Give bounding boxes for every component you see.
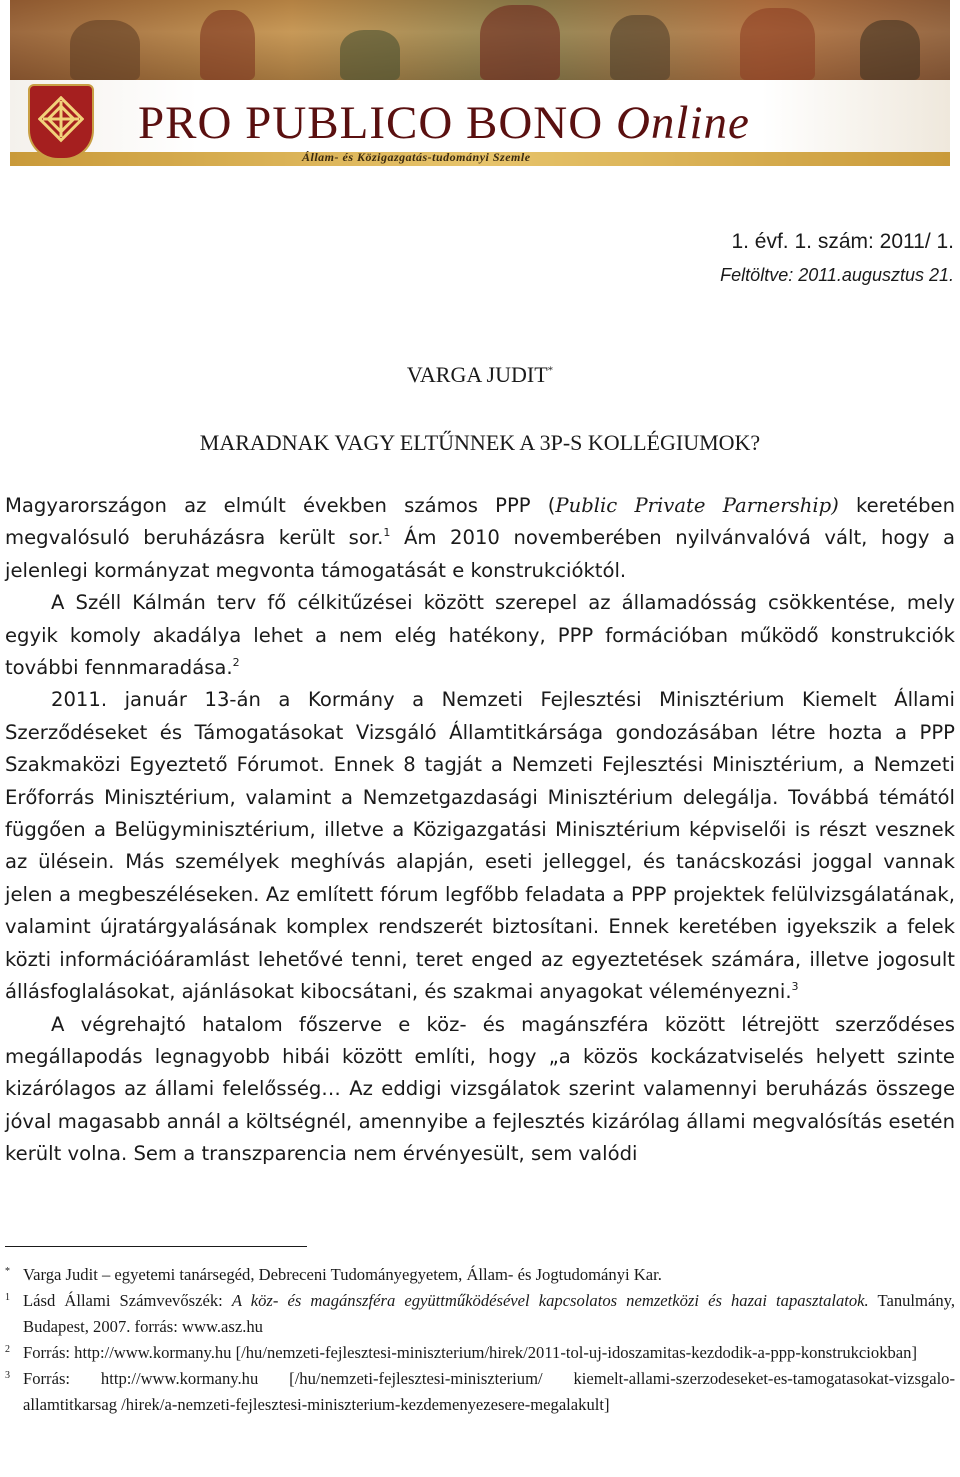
- footnote-text: Varga Judit – egyetemi tanársegéd, Debreceni Tudományegyetem, Állam- és Jogtudományi Kar.: [23, 1265, 662, 1284]
- paragraph-1: [5, 490, 955, 587]
- footnote-mark: 1: [5, 1292, 10, 1303]
- paragraph-3: [5, 684, 955, 1008]
- journal-title-main: PRO PUBLICO BONO: [138, 97, 604, 149]
- footnote-ref-2[interactable]: 2: [232, 656, 240, 670]
- footnote-link-text[interactable]: Forrás: http://www.kormany.hu [/hu/nemzeti-fejlesztesi-miniszterium/hirek/2011-tol-uj-idoszamitas-kezdodik-a-ppp-konstrukciokban]: [23, 1343, 917, 1362]
- p3-text: 2011. január 13-án a Kormány a Nemzeti Fejlesztési Minisztérium Kiemelt Állami Szerződéseket és Támogatásokat Vizsgáló Államtitkársága gondozásában létre hozta a PPP Szakmaközi Egyeztető Fórumot. Ennek 8 tagját a Nemzeti Fejlesztési Minisztérium, a Nemzeti Erőforrás Minisztérium, valamint a Nemzetgazdasági Minisztérium delegálja. Továbbá témától függően a Belügyminisztérium, illetve a Közigazgatási Minisztérium képviselői is részt vesznek az ülésein. Más személyek meghívás alapján, eseti jelleggel, és tanácskozási joggal vannak jelen a megbeszéléseken. Az említett fórum legfőbb feladata a PPP projektek felülvizsgálatának, valamint újratárgyalásának komplex rendszerét biztosítani. Ennek keretében igyekszik a felek közti információáramlást lehetővé tenni, teret enged az egyeztetések számára, illetve jogosult állásfoglalásokat, ajánlásokat kibocsátani, és szakmai anyagokat véleményezni.: [5, 688, 955, 1004]
- article-title: MARADNAK VAGY ELTŰNNEK A 3P-S KOLLÉGIUMOK?: [199, 430, 761, 455]
- journal-subtitle: Állam- és Közigazgatás-tudományi Szemle: [302, 150, 531, 164]
- footnote-2: [5, 1340, 955, 1366]
- p1-text-c: Ám 2010 novemberében nyilvánvalóvá vált, hogy a jelenlegi kormányzat megvonta támogatását e konstrukcióktól.: [5, 526, 956, 582]
- paragraph-4: A végrehajtó hatalom főszerve e köz- és magánszféra között létrejött szerződéses megállapodás legnagyobb hibái között említi, hogy „a közös kockázatviselés helyett szinte kizárólagos az állami felelősség… Az eddigi vizsgálatok szerint valamennyi beruházás összege jóval magasabb annál a költségnél, amennyibe a fejlesztés kizárólag állami megvalósítás esetén került volna. Sem a transzparencia nem érvényesült, sem valódi: [5, 1012, 955, 1166]
- journal-banner: [10, 0, 950, 166]
- p1-text-a: Magyarországon az elmúlt években számos PPP (: [5, 494, 556, 517]
- footnote-text: Lásd Állami Számvevőszék:: [23, 1291, 232, 1310]
- paragraph-2: [5, 587, 955, 684]
- author-name: VARGA JUDIT: [406, 362, 548, 387]
- journal-title-online: Online: [615, 97, 750, 149]
- p1-text-b: keretében megvalósuló beruházásra került sor.: [5, 494, 956, 550]
- author-footnote-mark: *: [547, 364, 554, 377]
- footnote-mark: 3: [5, 1370, 10, 1381]
- footnote-1: [5, 1288, 955, 1340]
- article-author: [0, 362, 960, 388]
- journal-logo-shield: [28, 84, 94, 160]
- p2-text: A Széll Kálmán terv fő célkitűzései között szerepel az államadósság csökkentése, mely egyik komoly akadálya lehet a nem elég hatékony, PPP formációban működő konstrukciók további fennmaradása.: [5, 591, 955, 680]
- footnote-author: [5, 1262, 955, 1288]
- p1-term: Public Private Parnership): [555, 494, 839, 517]
- footnote-mark: 2: [5, 1344, 10, 1355]
- upload-date: Feltöltve: 2011.augusztus 21.: [720, 265, 954, 285]
- footnote-ref-1[interactable]: 1: [383, 526, 391, 540]
- footnote-cited-title: A köz- és magánszféra együttműködésével kapcsolatos nemzetközi és hazai tapasztalatok.: [231, 1291, 869, 1310]
- journal-title: [138, 96, 750, 150]
- fresco-artwork: [10, 0, 950, 80]
- footnotes: [5, 1262, 955, 1418]
- footnote-divider: [5, 1246, 307, 1247]
- issue-number: 1. évf. 1. szám: 2011/ 1.: [731, 230, 954, 253]
- footnote-link-text[interactable]: Forrás: http://www.kormany.hu [/hu/nemzeti-fejlesztesi-miniszterium/ kiemelt-allami-szerzodeseket-es-tamogatasokat-vizsgalo-allamtitkarsag /hirek/a-nemzeti-fejlesztesi-miniszterium-kezdemenyezesere-megalakult]: [23, 1369, 955, 1414]
- knot-icon: [38, 96, 84, 146]
- footnote-ref-3[interactable]: 3: [791, 980, 799, 994]
- footnote-3: [5, 1366, 955, 1418]
- footnote-mark: *: [5, 1266, 10, 1277]
- footnote-text: Tanulmány, Budapest, 2007. forrás: www.asz.hu: [23, 1291, 955, 1336]
- article-body: [5, 490, 955, 1171]
